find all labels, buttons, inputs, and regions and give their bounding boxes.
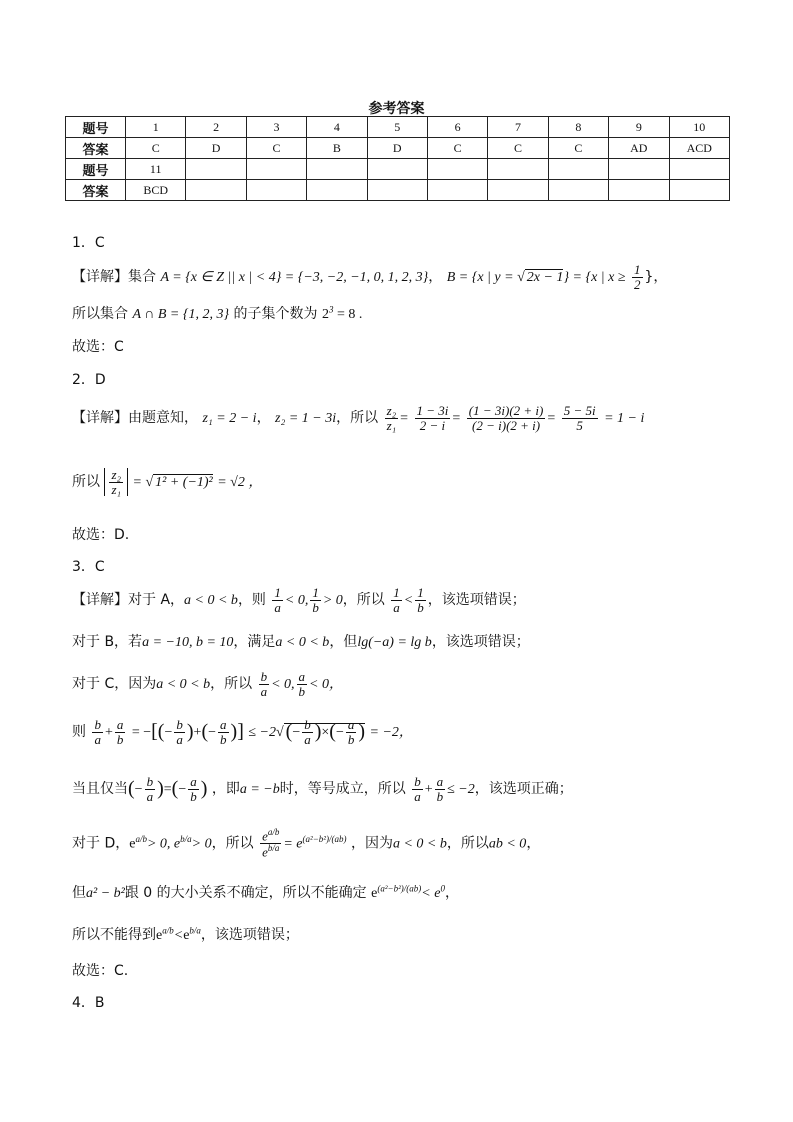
text: 的子集个数为 (233, 306, 318, 322)
numerator: b (176, 717, 183, 732)
text: 跟 0 的大小关系不确定，所以不能确定 (124, 885, 367, 901)
text: 所以集合 (72, 306, 128, 322)
table-cell: 10 (669, 117, 729, 138)
fraction (632, 263, 643, 291)
text: ，所以 (336, 410, 379, 427)
table-row (66, 117, 730, 138)
answer-table (65, 116, 730, 201)
denominator: b (347, 731, 355, 747)
table-cell (367, 159, 427, 180)
text: ，该选项错误； (431, 634, 530, 650)
text: ，即 (211, 781, 240, 798)
numerator: (1 − 3i)(2 + i) (468, 403, 544, 418)
denominator: a (274, 599, 281, 615)
denominator: a (414, 788, 421, 804)
math: > 0, e (146, 836, 181, 852)
fraction (218, 718, 229, 746)
text: 对于 B，若 (72, 634, 143, 650)
table-cell (246, 180, 306, 201)
table-cell (427, 159, 487, 180)
text: 所以 (72, 474, 100, 491)
math: > 0 (322, 593, 343, 609)
q3-option-d-note: 但a² − b²跟 0 的大小关系不确定，所以不能确定 $e^{(a^2-b^2)/(ab)}< e^0$， (72, 883, 459, 901)
q1-choose: 故选：C (72, 339, 124, 355)
table-cell: BCD (126, 180, 186, 201)
numerator: z₂ (111, 467, 122, 482)
fraction (188, 775, 199, 803)
q1-detail-line: 【详解】集合 A = {x ∈ Z || x | < 4} = {−3, −2, −1, 0, 1, 2, 3}， B = {x | y = √ 2x − 1} = {x | x ≥ $\frac{1}{2}$ }， (72, 262, 668, 292)
fraction (391, 586, 402, 614)
math: < e (421, 886, 441, 901)
set-b-end: }， (644, 269, 668, 286)
math: = (163, 782, 172, 798)
modulus (104, 468, 128, 496)
denominator: (2 − i)(2 + i) (472, 417, 541, 433)
numerator: a (347, 717, 355, 732)
fraction (174, 718, 185, 746)
fraction (412, 775, 423, 803)
table-cell (609, 180, 669, 201)
fraction (435, 775, 446, 803)
sqrt-radicand: (− $\frac{b}{a}$ )×(− $\frac{a}{b}$ ) (285, 717, 366, 747)
fraction (259, 670, 270, 698)
denominator: a (304, 731, 311, 747)
table-cell (669, 180, 729, 201)
fraction (109, 468, 123, 496)
table-cell: B (307, 138, 367, 159)
math: a = −10, b = 10 (142, 635, 234, 650)
numerator: 1 (393, 585, 400, 600)
denominator: b (417, 599, 424, 615)
exponent: (a²−b²)/(ab) (377, 883, 422, 894)
table-row (66, 159, 730, 180)
set-b-radicand: 2x − 1 (526, 270, 564, 286)
power-base: 2 (321, 307, 329, 322)
q4-heading: 4．B (72, 995, 105, 1011)
set-a-expr: A = {x ∈ Z || x | < 4} = {−3, −2, −1, 0, 1, 2, 3} (160, 270, 429, 286)
q3-option-d: 对于 D，$e^{a/b}> 0$, $e^{b/a}> 0$，所以 $\frac{e^{a/b}}{e^{b/a}}$ = $e^{(a^2-b^2)/(ab)}$ ，因为a < 0 < b，所以ab < 0， (72, 827, 541, 860)
text: 但 (72, 885, 86, 901)
denominator: a (146, 788, 154, 804)
exponent: 0 (440, 883, 445, 894)
table-cell (488, 159, 548, 180)
numerator: z₂ (386, 403, 397, 418)
table-cell: 6 (427, 117, 487, 138)
table-cell: 题号 (66, 159, 126, 180)
fraction (302, 718, 313, 746)
denominator: 2 (634, 276, 641, 292)
numerator: b (260, 669, 268, 684)
math: ≤ −2 (248, 725, 276, 741)
math: > 0 (191, 836, 212, 852)
text: 时，等号成立，所以 (279, 781, 406, 798)
denominator: z₁ (386, 417, 397, 433)
modulus-result: = √2 ， (217, 475, 263, 491)
denominator: a (260, 683, 268, 699)
table-cell: AD (609, 138, 669, 159)
table-cell (427, 180, 487, 201)
q3-option-a (72, 586, 526, 614)
numerator: $e^{a/b}$ (262, 827, 280, 844)
z1-expr: z₁ = 2 − i (202, 411, 257, 427)
math: ab < 0 (488, 836, 527, 852)
table-cell (548, 159, 608, 180)
table-cell: C (246, 138, 306, 159)
set-b-mid: } = {x | x ≥ (563, 270, 626, 286)
table-cell: C (126, 138, 186, 159)
math: a < 0 < b (184, 593, 238, 609)
math: < 0， (309, 677, 343, 693)
math: ≤ −2 (447, 782, 475, 798)
numerator: 1 (312, 585, 319, 600)
fraction (115, 718, 126, 746)
text: ，所以 (211, 835, 254, 852)
table-row (66, 180, 730, 201)
math: lg(−a) = lg b (357, 635, 432, 650)
fraction (562, 404, 598, 432)
math: < (403, 593, 414, 609)
sqrt-radicand: 1² + (−1)² (155, 475, 213, 491)
denominator: b (436, 788, 444, 804)
q3-choose: 故选：C. (72, 963, 129, 979)
text: ，则 (237, 592, 266, 609)
table-cell: 8 (548, 117, 608, 138)
q1-heading: 1．C (72, 235, 105, 251)
table-cell (246, 159, 306, 180)
numerator: b (94, 717, 101, 732)
fraction (260, 828, 281, 859)
math: = −2， (369, 725, 413, 741)
table-cell (548, 180, 608, 201)
table-cell: ACD (669, 138, 729, 159)
numerator: b (414, 774, 421, 789)
table-cell (307, 159, 367, 180)
q2-modulus-line (72, 468, 262, 496)
math: a < 0 < b (156, 677, 211, 693)
q1-subset-line (72, 303, 362, 323)
page-title: 参考答案 (368, 101, 425, 117)
text: ，因为 (350, 835, 393, 852)
set-b-prefix: B = {x | y = √ (446, 270, 525, 286)
table-cell: C (427, 138, 487, 159)
denominator: b (190, 788, 197, 804)
numerator: 1 (634, 262, 641, 277)
table-cell: 7 (488, 117, 548, 138)
fraction (415, 404, 451, 432)
fraction (467, 404, 546, 432)
text: 则 (72, 724, 86, 741)
table-cell: 11 (126, 159, 186, 180)
sqrt-prefix: = √ (132, 475, 154, 491)
table-cell: 4 (307, 117, 367, 138)
table-cell: 2 (186, 117, 246, 138)
fraction (310, 586, 321, 614)
table-cell: 9 (609, 117, 669, 138)
denominator: a (94, 731, 101, 747)
table-cell: D (186, 138, 246, 159)
text: ， (444, 885, 459, 901)
text: ， (526, 835, 541, 852)
power-exponent: 3 (328, 304, 334, 315)
math: a = −b (239, 782, 280, 798)
text: ，该选项错误； (200, 927, 299, 943)
table-cell: D (367, 138, 427, 159)
table-cell (307, 180, 367, 201)
result-expr: = 1 − i (604, 411, 645, 427)
fraction (385, 404, 399, 432)
denominator: b (312, 599, 319, 615)
numerator: a (220, 717, 227, 732)
denominator: 2 − i (419, 417, 446, 433)
exponent: (a²−b²)/(ab) (302, 833, 347, 844)
text: 对于 D， (72, 835, 130, 852)
math: < (173, 928, 184, 943)
table-cell (488, 180, 548, 201)
table-cell: 答案 (66, 138, 126, 159)
q2-choose: 故选：D. (72, 527, 130, 543)
text: ，所以 (342, 592, 385, 609)
denominator: z₁ (111, 481, 122, 497)
table-row (66, 138, 730, 159)
power-result: = 8 . (333, 307, 363, 322)
denominator: b (116, 731, 124, 747)
text: ，该选项正确； (474, 781, 573, 798)
numerator: b (146, 774, 154, 789)
numerator: 5 − 5i (563, 403, 596, 418)
intersection-expr: A ∩ B = {1, 2, 3} (132, 307, 230, 322)
table-cell (609, 159, 669, 180)
table-cell (186, 159, 246, 180)
text: 当且仅当 (72, 781, 128, 798)
z2-expr: z₂ = 1 − 3i (275, 411, 337, 427)
text: 【详解】对于 A， (72, 592, 185, 609)
detail-label: 【详解】由题意知， (72, 410, 198, 427)
text: ，所以 (210, 676, 253, 693)
q3-option-c (72, 670, 343, 698)
denominator: a (176, 731, 183, 747)
numerator: a (436, 774, 444, 789)
fraction (346, 718, 357, 746)
text: ，该选项错误； (427, 592, 526, 609)
denominator: 5 (576, 417, 583, 433)
table-cell: 3 (246, 117, 306, 138)
q2-heading: 2．D (72, 372, 106, 388)
math: a < 0 < b (275, 635, 330, 650)
numerator: 1 (417, 585, 424, 600)
text: 所以不能得到 (72, 927, 156, 943)
text: 对于 C，因为 (72, 676, 157, 693)
text: ，但 (329, 634, 358, 650)
fraction (145, 775, 156, 803)
q3-heading: 3．C (72, 559, 105, 575)
math: a < 0 < b (392, 836, 447, 852)
fraction (297, 670, 308, 698)
text: ，满足 (233, 634, 276, 650)
table-cell: C (488, 138, 548, 159)
denominator: b (220, 731, 227, 747)
q3-equality-line: 当且仅当(− $\frac{b}{a}$ )=(− $\frac{a}{b}$ ) ，即a = −b时，等号成立，所以 $\frac{b}{a}$ + $\frac{a}{b}$ ≤ −2，该选项正确； (72, 774, 573, 804)
math: < 0, (271, 677, 295, 693)
numerator: a (190, 774, 197, 789)
table-cell: 题号 (66, 117, 126, 138)
q3-option-d-conclusion: 所以不能得到$e^{a/b}<e^{b/a}$，该选项错误； (72, 925, 299, 943)
q3-inequality-line: 则 $\frac{b}{a}$ + $\frac{a}{b}$ = −[(− $\frac{b}{a}$ )+(− $\frac{a}{b}$ )] ≤ −2√ (− $\frac{b}{a}$ )×(− $\frac{a}{b}$ ) = −2， (72, 717, 413, 747)
numerator: a (116, 717, 124, 732)
fraction (92, 718, 103, 746)
table-cell: 答案 (66, 180, 126, 201)
table-cell: C (548, 138, 608, 159)
numerator: 1 − 3i (416, 403, 449, 418)
fraction (272, 586, 283, 614)
fraction (415, 586, 426, 614)
numerator: b (304, 717, 311, 732)
math: < 0, (284, 593, 309, 609)
table-cell (186, 180, 246, 201)
denominator: $e^{b/a}$ (262, 842, 280, 860)
math: = e (283, 836, 303, 852)
text: ，所以 (446, 835, 489, 852)
numerator: a (298, 669, 306, 684)
q2-detail-line: 【详解】由题意知， z₁ = 2 − i， z₂ = 1 − 3i，所以 $\frac{\text{z₂}}{\text{z₁}}$ = $\frac{1 - 3i}{2 - i}$ = $\frac{(1 - 3i)(2 + i)}{(2 - i)(2 + i)}$ = $\frac{5 - 5i}{5}$ = 1 − i (72, 403, 645, 433)
table-cell (669, 159, 729, 180)
q3-option-b (72, 631, 530, 651)
table-cell (367, 180, 427, 201)
math: a² − b² (86, 886, 125, 901)
detail-label: 【详解】集合 (72, 269, 156, 286)
table-cell: 5 (367, 117, 427, 138)
denominator: b (298, 683, 306, 699)
numerator: 1 (274, 585, 281, 600)
denominator: a (393, 599, 400, 615)
table-cell: 1 (126, 117, 186, 138)
